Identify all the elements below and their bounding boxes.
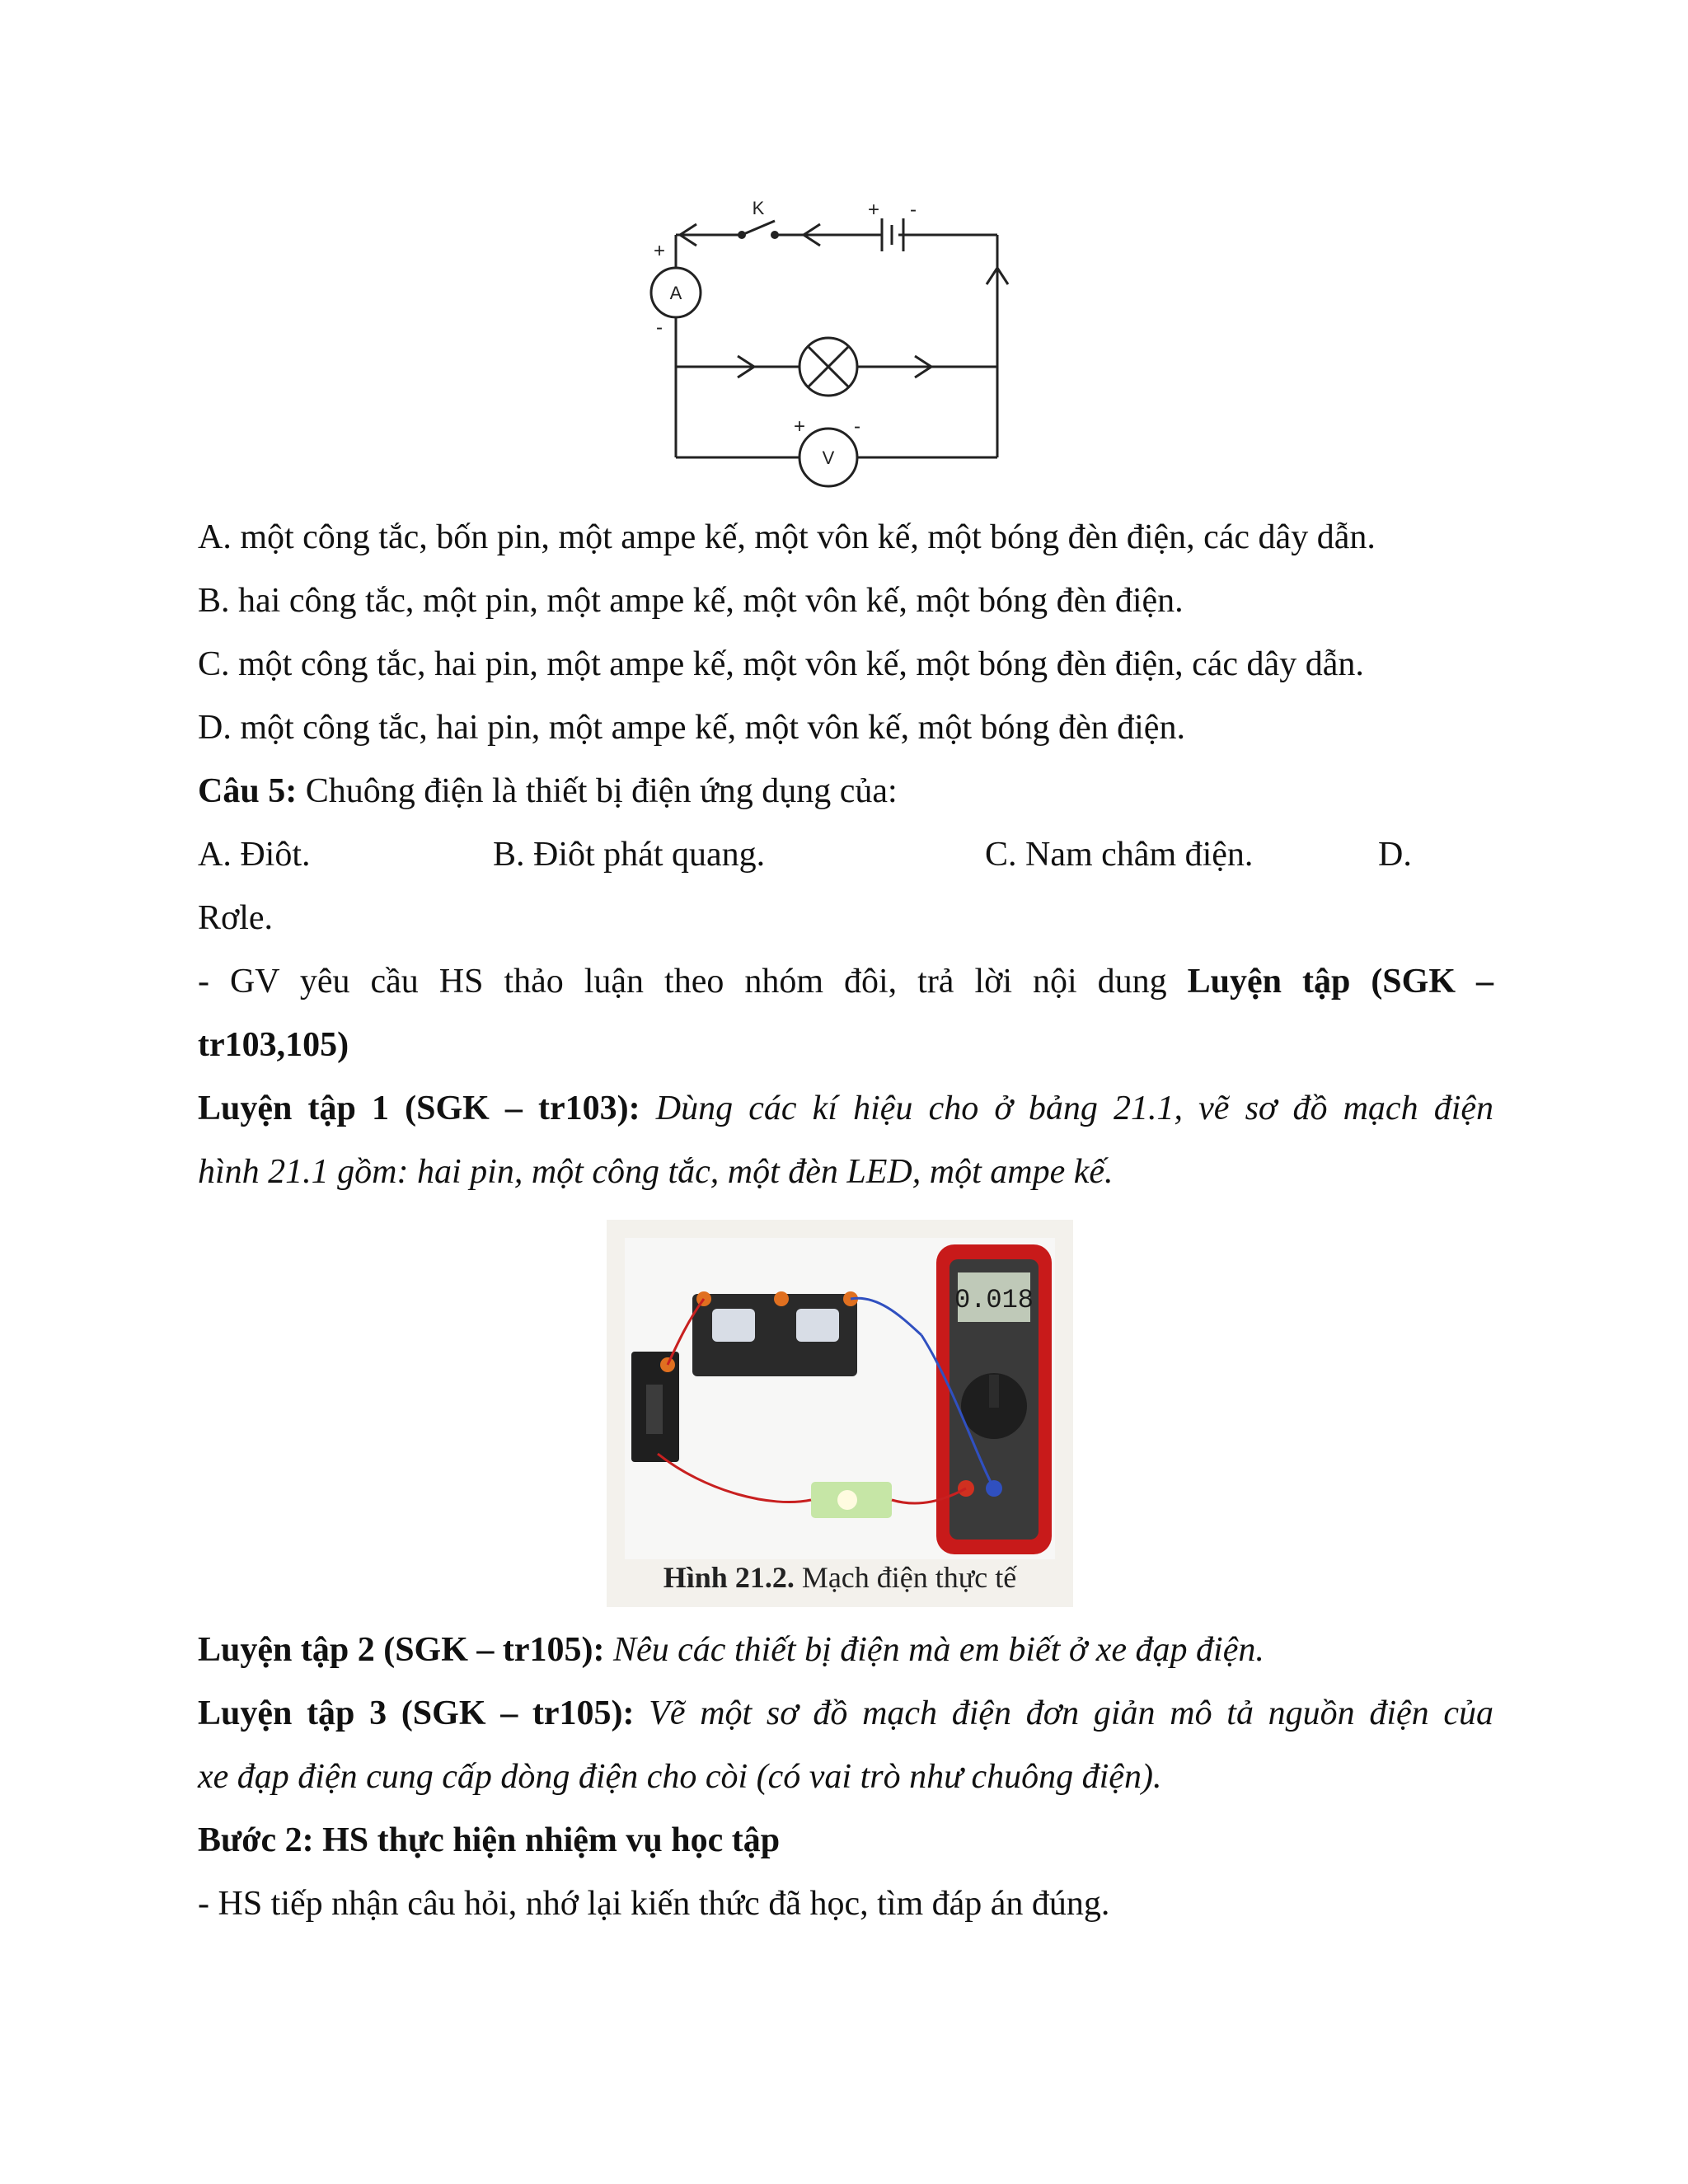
figure-caption-label: Hình 21.2. [663,1561,795,1594]
practice-1-label: Luyện tập 1 (SGK – tr103): [198,1090,640,1127]
instruction-line-2 [198,1024,349,1066]
meter-display: 0.018 [954,1285,1034,1315]
practice-3-text: Vẽ một sơ đồ mạch điện đơn giản mô tả nguồn điện của [634,1694,1493,1732]
ammeter-plus: + [653,240,666,262]
option-c: C. một công tắc, hai pin, một ampe kế, một vôn kế, một bóng đèn điện, các dây dẫn. [198,645,1364,683]
q5-option-d-continued: Rơle. [198,899,274,937]
instruction-line-1 [198,960,1493,1003]
instruction-text: - GV yêu cầu HS thảo luận theo nhóm đôi, trả lời nội dung [198,963,1188,1001]
circuit-diagram [635,198,1030,503]
instruction-bold: Luyện tập (SGK – [1187,963,1493,1001]
practice-3-line-2 [198,1755,1161,1798]
practice-3-text-2: xe đạp điện cung cấp dòng điện cho còi (có vai trò như chuông điện). [198,1758,1162,1796]
practice-1-text: Dùng các kí hiệu cho ở bảng 21.1, vẽ sơ đồ mạch điện [640,1090,1494,1127]
ammeter-label: A [669,283,682,303]
figure-caption-text: Mạch điện thực tế [794,1561,1017,1594]
practice-2-label: Luyện tập 2 (SGK – tr105): [198,1631,605,1669]
practice-1-line-2 [198,1151,1114,1193]
ammeter-minus: - [656,316,663,339]
option-b: B. hai công tắc, một pin, một ampe kế, một vôn kế, một bóng đèn điện. [198,582,1184,620]
q5-option-d: D. [1378,836,1412,874]
circuit-photo [607,1220,1073,1607]
q5-option-b: B. Điôt phát quang. [493,836,766,874]
figure-caption [607,1559,1073,1596]
q5-option-a: A. Điôt. [198,836,311,874]
voltmeter-plus: + [793,415,806,438]
voltmeter-minus: - [854,415,860,438]
switch-label: K [752,198,765,218]
step-2-heading-text: Bước 2: HS thực hiện nhiệm vụ học tập [198,1821,781,1859]
battery-minus: - [910,199,917,221]
option-a: A. một công tắc, bốn pin, một ampe kế, một vôn kế, một bóng đèn điện, các dây dẫn. [198,518,1376,556]
q5-option-c: C. Nam châm điện. [985,836,1254,874]
instruction-bold-2: tr103,105) [198,1026,349,1064]
practice-2 [198,1629,1264,1671]
question-5-text: Chuông điện là thiết bị điện ứng dụng của: [297,772,898,810]
step-2-text: - HS tiếp nhận câu hỏi, nhớ lại kiến thức đã học, tìm đáp án đúng. [198,1885,1110,1923]
circuit-photo-illustration [607,1220,1073,1607]
practice-2-text: Nêu các thiết bị điện mà em biết ở xe đạp điện. [604,1631,1264,1669]
practice-3-line-1 [198,1692,1493,1735]
option-d: D. một công tắc, hai pin, một ampe kế, một vôn kế, một bóng đèn điện. [198,709,1185,747]
practice-1-text-2: hình 21.1 gồm: hai pin, một công tắc, một đèn LED, một ampe kế. [198,1153,1114,1191]
battery-plus: + [867,199,880,221]
voltmeter-label: V [822,448,835,468]
question-5-label: Câu 5: [198,772,298,810]
question-5 [198,770,898,813]
practice-3-label: Luyện tập 3 (SGK – tr105): [198,1694,635,1732]
step-2-heading [198,1819,780,1862]
practice-1-line-1 [198,1087,1493,1130]
